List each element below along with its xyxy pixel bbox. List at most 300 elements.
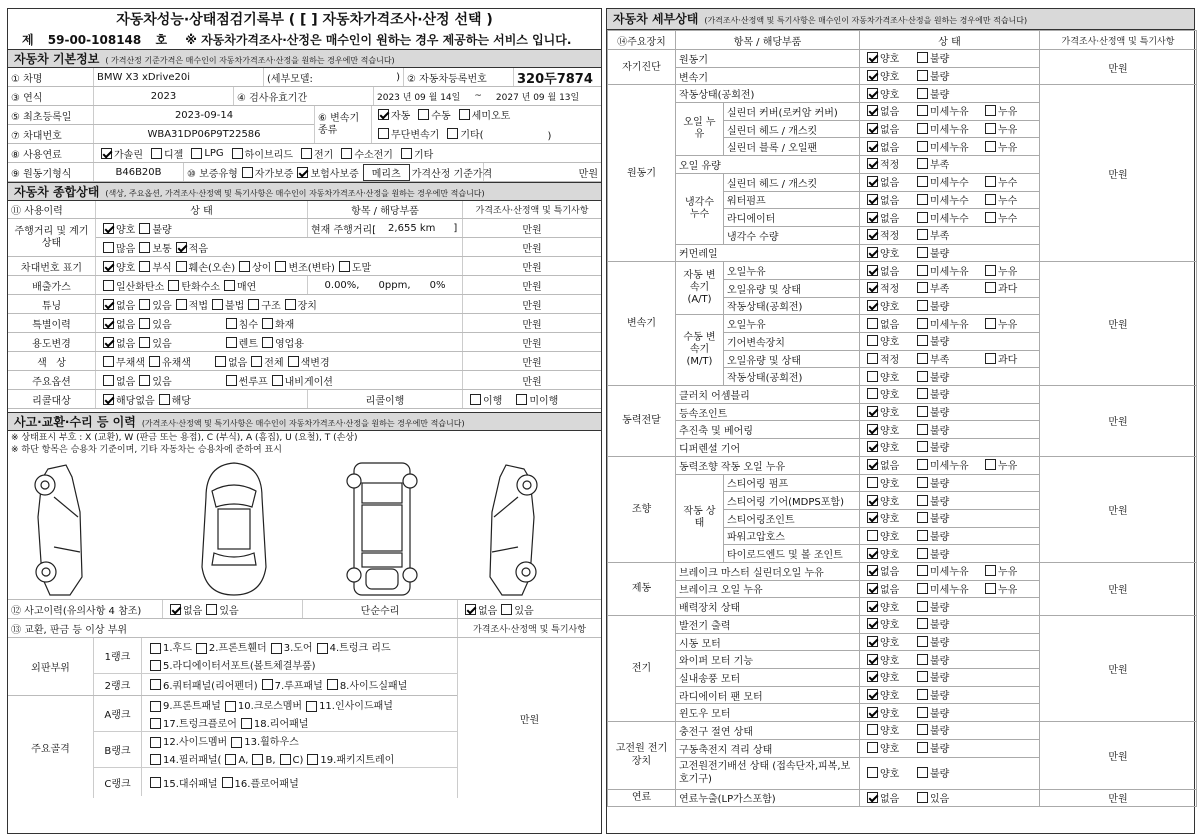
status-checkbox[interactable] bbox=[867, 441, 878, 452]
row-color bbox=[8, 352, 601, 371]
checkbox-rear-panel[interactable] bbox=[241, 718, 252, 729]
status-checkbox[interactable] bbox=[985, 212, 996, 223]
checkbox-front-fender[interactable] bbox=[196, 643, 207, 654]
vin-mark-damage: 훼손(오손) bbox=[188, 262, 236, 274]
status-checkbox[interactable] bbox=[867, 88, 878, 99]
status-checkbox[interactable] bbox=[985, 123, 996, 134]
status-option-label: 불량 bbox=[930, 390, 950, 402]
checkbox-mileage-low[interactable] bbox=[176, 242, 187, 253]
checkbox-trunk-lid[interactable] bbox=[317, 643, 328, 654]
status-option-label: 미세누수 bbox=[930, 195, 969, 207]
detail-status bbox=[860, 138, 1040, 156]
status-checkbox[interactable] bbox=[867, 212, 878, 223]
checkbox-accident-none[interactable] bbox=[170, 604, 181, 615]
detail-row bbox=[608, 616, 1197, 634]
status-checkbox[interactable] bbox=[985, 583, 996, 594]
status-checkbox[interactable] bbox=[867, 459, 878, 470]
status-option-label: 부족 bbox=[930, 231, 950, 243]
checkbox-floor-panel[interactable] bbox=[222, 777, 233, 788]
overall-h4: 가격조사·산정액 및 특기사항 bbox=[475, 206, 589, 216]
status-checkbox[interactable] bbox=[867, 495, 878, 506]
status-checkbox[interactable] bbox=[867, 512, 878, 523]
detail-status bbox=[860, 704, 1040, 722]
status-checkbox[interactable] bbox=[917, 335, 928, 346]
valid-tilde: ~ bbox=[474, 91, 482, 101]
checkbox-wheel-house[interactable] bbox=[231, 737, 242, 748]
checkbox-vin-damage[interactable] bbox=[176, 261, 187, 272]
checkbox-color-none[interactable] bbox=[215, 356, 226, 367]
status-checkbox[interactable] bbox=[867, 742, 878, 753]
rankA-label: A랭크 bbox=[94, 696, 142, 731]
status-option-label: 미세누유 bbox=[930, 125, 969, 137]
mileage-low: 적음 bbox=[188, 243, 208, 255]
checkbox-pillar-panel[interactable] bbox=[150, 754, 161, 765]
status-option-label: 누유 bbox=[998, 567, 1018, 579]
status-option-label: 과다 bbox=[998, 284, 1018, 296]
status-option-label: 누수 bbox=[998, 178, 1018, 190]
status-option-label: 불량 bbox=[930, 478, 950, 490]
status-checkbox[interactable] bbox=[867, 318, 878, 329]
checkbox-special-yes[interactable] bbox=[139, 318, 150, 329]
status-checkbox[interactable] bbox=[867, 724, 878, 735]
status-checkbox[interactable] bbox=[917, 123, 928, 134]
part-quarter-panel: 6.쿼터패널(리어펜더) bbox=[163, 681, 258, 692]
status-option-label: 누유 bbox=[998, 461, 1018, 473]
checkbox-trans-auto[interactable] bbox=[378, 109, 389, 120]
status-option-label: 미세누유 bbox=[930, 107, 969, 119]
first-reg-label: ⑤ 최초등록일 bbox=[8, 106, 94, 124]
special-flood: 침수 bbox=[238, 319, 258, 331]
checkbox-mileage-many[interactable] bbox=[103, 242, 114, 253]
detail-status bbox=[860, 85, 1040, 103]
status-checkbox[interactable] bbox=[867, 70, 878, 81]
status-checkbox[interactable] bbox=[917, 618, 928, 629]
trans-close: ) bbox=[547, 130, 552, 142]
detail-item: 브레이크 오일 누유 bbox=[676, 580, 860, 598]
status-checkbox[interactable] bbox=[985, 282, 996, 293]
status-checkbox[interactable] bbox=[867, 300, 878, 311]
checkbox-tuning-legal[interactable] bbox=[176, 299, 187, 310]
detail-header-row bbox=[608, 31, 1197, 50]
checkbox-tuning-structure[interactable] bbox=[248, 299, 259, 310]
status-checkbox[interactable] bbox=[917, 424, 928, 435]
status-checkbox[interactable] bbox=[917, 176, 928, 187]
status-checkbox[interactable] bbox=[985, 265, 996, 276]
checkbox-side-member[interactable] bbox=[150, 737, 161, 748]
outer-panel-label: 외판부위 bbox=[8, 638, 94, 695]
status-option-label: 없음 bbox=[880, 793, 900, 805]
status-checkbox[interactable] bbox=[917, 495, 928, 506]
checkbox-mileage-good[interactable] bbox=[103, 223, 114, 234]
checkbox-vin-good[interactable] bbox=[103, 261, 114, 272]
status-checkbox[interactable] bbox=[917, 70, 928, 81]
status-checkbox[interactable] bbox=[917, 742, 928, 753]
tuning-device: 장치 bbox=[297, 300, 317, 312]
checkbox-fuel-lpg[interactable] bbox=[191, 148, 202, 159]
status-checkbox[interactable] bbox=[867, 618, 878, 629]
detail-item: 스티어링조인트 bbox=[724, 509, 860, 527]
status-option-label: 미세누유 bbox=[930, 567, 969, 579]
detail-status bbox=[860, 545, 1040, 563]
trans-label: ⑥ 변속기 종류 bbox=[314, 106, 372, 143]
first-reg-value: 2023-09-14 bbox=[174, 109, 234, 121]
checkbox-tuning-illegal[interactable] bbox=[212, 299, 223, 310]
rank1-label: 1랭크 bbox=[94, 638, 142, 673]
checkbox-color-full[interactable] bbox=[251, 356, 262, 367]
checkbox-radiator-support[interactable] bbox=[150, 660, 161, 671]
fuel-electric: 전기 bbox=[313, 149, 334, 161]
car-diagram-area bbox=[8, 457, 601, 600]
checkbox-roof-panel[interactable] bbox=[262, 679, 273, 690]
status-checkbox[interactable] bbox=[985, 194, 996, 205]
status-option-label: 적정 bbox=[880, 355, 900, 367]
status-checkbox[interactable] bbox=[917, 158, 928, 169]
status-checkbox[interactable] bbox=[867, 583, 878, 594]
recall-status: 리콜이행 bbox=[308, 390, 463, 408]
checkbox-pillar-c[interactable] bbox=[280, 754, 291, 765]
pillar-b: B, bbox=[265, 754, 276, 766]
overall-h2: 상 태 bbox=[96, 201, 308, 218]
checkbox-trunk-floor[interactable] bbox=[150, 718, 161, 729]
status-checkbox[interactable] bbox=[917, 88, 928, 99]
status-option-label: 불량 bbox=[930, 549, 950, 561]
status-checkbox[interactable] bbox=[985, 565, 996, 576]
status-checkbox[interactable] bbox=[917, 212, 928, 223]
checkbox-tuning-none[interactable] bbox=[103, 299, 114, 310]
checkbox-mileage-normal[interactable] bbox=[139, 242, 150, 253]
no-suffix: 호 bbox=[155, 33, 168, 47]
checkbox-accident-yes[interactable] bbox=[206, 604, 217, 615]
accident-title: 사고·교환·수리 등 이력 bbox=[14, 415, 136, 429]
detail-price-unit: 만원 bbox=[1040, 722, 1197, 789]
trans-other: 기타( bbox=[460, 129, 484, 141]
status-checkbox[interactable] bbox=[867, 388, 878, 399]
checkbox-cross-member[interactable] bbox=[225, 701, 236, 712]
checkbox-vin-rust[interactable] bbox=[139, 261, 150, 272]
emission-values: 0.00%, 0ppm, 0% bbox=[308, 276, 463, 294]
mileage-unit-2: 만원 bbox=[522, 243, 542, 255]
fuel-label: ⑧ 사용연료 bbox=[8, 144, 94, 162]
row-mileage bbox=[8, 219, 601, 257]
accident-header bbox=[8, 412, 601, 431]
checkbox-door[interactable] bbox=[271, 643, 282, 654]
status-checkbox[interactable] bbox=[985, 318, 996, 329]
checkbox-tuning-device[interactable] bbox=[285, 299, 296, 310]
detail-status bbox=[860, 262, 1040, 280]
status-option-label: 불량 bbox=[930, 638, 950, 650]
checkbox-option-sunroof[interactable] bbox=[226, 375, 237, 386]
status-option-label: 양호 bbox=[880, 337, 900, 349]
document-title: 자동차성능·상태점검기록부 ( [ ] 자동차가격조사·산정 선택 ) bbox=[116, 12, 493, 28]
status-checkbox[interactable] bbox=[917, 792, 928, 803]
status-checkbox[interactable] bbox=[917, 767, 928, 778]
detail-item: 동력조향 작동 오일 누유 bbox=[676, 456, 860, 474]
status-checkbox[interactable] bbox=[867, 424, 878, 435]
checkbox-option-yes[interactable] bbox=[139, 375, 150, 386]
detail-item: 기어변속장치 bbox=[724, 333, 860, 351]
car-right-side-diagram bbox=[490, 465, 537, 595]
status-checkbox[interactable] bbox=[917, 52, 928, 63]
status-checkbox[interactable] bbox=[917, 371, 928, 382]
status-checkbox[interactable] bbox=[917, 388, 928, 399]
status-option-label: 불량 bbox=[930, 769, 950, 780]
checkbox-fuel-gasoline[interactable] bbox=[101, 148, 112, 159]
status-checkbox[interactable] bbox=[867, 707, 878, 718]
status-checkbox[interactable] bbox=[917, 530, 928, 541]
status-checkbox[interactable] bbox=[917, 300, 928, 311]
status-checkbox[interactable] bbox=[867, 105, 878, 116]
checkbox-hood[interactable] bbox=[150, 643, 161, 654]
checkbox-usage-none[interactable] bbox=[103, 337, 114, 348]
status-checkbox[interactable] bbox=[867, 792, 878, 803]
status-checkbox[interactable] bbox=[917, 441, 928, 452]
status-option-label: 불량 bbox=[930, 514, 950, 526]
status-checkbox[interactable] bbox=[917, 654, 928, 665]
status-checkbox[interactable] bbox=[917, 353, 928, 364]
part-package-tray: 19.패키지트레이 bbox=[320, 754, 395, 766]
checkbox-simple-none[interactable] bbox=[465, 604, 476, 615]
checkbox-simple-yes[interactable] bbox=[501, 604, 512, 615]
status-checkbox[interactable] bbox=[867, 123, 878, 134]
status-checkbox[interactable] bbox=[867, 477, 878, 488]
status-checkbox[interactable] bbox=[867, 141, 878, 152]
checkbox-co[interactable] bbox=[103, 280, 114, 291]
emission-label: 배출가스 bbox=[8, 276, 96, 294]
emission-smoke: 매연 bbox=[236, 281, 257, 293]
status-option-label: 양호 bbox=[880, 620, 900, 632]
fuel-diesel: 디젤 bbox=[163, 149, 184, 161]
checkbox-warranty-self[interactable] bbox=[242, 167, 253, 178]
checkbox-pillar-a[interactable] bbox=[225, 754, 236, 765]
checkbox-smoke[interactable] bbox=[224, 280, 235, 291]
detail-status bbox=[860, 103, 1040, 121]
status-checkbox[interactable] bbox=[867, 654, 878, 665]
detail-status bbox=[860, 191, 1040, 209]
status-checkbox[interactable] bbox=[867, 689, 878, 700]
insurer-name: 메리츠 bbox=[363, 164, 410, 181]
emission-unit: 만원 bbox=[522, 281, 542, 293]
status-checkbox[interactable] bbox=[917, 105, 928, 116]
status-checkbox[interactable] bbox=[867, 353, 878, 364]
detail-status bbox=[860, 244, 1040, 262]
status-checkbox[interactable] bbox=[867, 565, 878, 576]
checkbox-trans-semi[interactable] bbox=[459, 109, 470, 120]
exchange-price-label: 가격조사·산정액 및 특기사항 bbox=[473, 624, 586, 635]
detail-status bbox=[860, 474, 1040, 492]
status-option-label: 불량 bbox=[930, 602, 950, 614]
checkbox-color-chromatic[interactable] bbox=[149, 356, 160, 367]
detail-item: 고전원전기배선 상태 (접속단자,피복,보호기구) bbox=[676, 757, 860, 789]
year-value: 2023 bbox=[94, 87, 234, 105]
checkbox-special-flood[interactable] bbox=[226, 318, 237, 329]
status-checkbox[interactable] bbox=[867, 282, 878, 293]
checkbox-vin-diff[interactable] bbox=[239, 261, 250, 272]
checkbox-option-navi[interactable] bbox=[272, 375, 283, 386]
checkbox-vin-altered[interactable] bbox=[275, 261, 286, 272]
status-option-label: 미세누유 bbox=[930, 142, 969, 154]
checkbox-package-tray[interactable] bbox=[307, 754, 318, 765]
detail-h3: 상 태 bbox=[860, 31, 1040, 50]
checkbox-pillar-b[interactable] bbox=[252, 754, 263, 765]
checkbox-mileage-bad[interactable] bbox=[139, 223, 150, 234]
checkbox-special-fire[interactable] bbox=[262, 318, 273, 329]
status-checkbox[interactable] bbox=[867, 530, 878, 541]
detail-price-unit: 만원 bbox=[1040, 50, 1197, 85]
checkbox-quarter-panel[interactable] bbox=[150, 679, 161, 690]
checkbox-usage-rent[interactable] bbox=[226, 337, 237, 348]
checkbox-dash-panel[interactable] bbox=[150, 777, 161, 788]
detail-item: 시동 모터 bbox=[676, 633, 860, 651]
detail-status bbox=[860, 651, 1040, 669]
checkbox-trans-other[interactable] bbox=[447, 128, 458, 139]
row-first-reg bbox=[8, 106, 601, 144]
status-option-label: 양호 bbox=[880, 673, 900, 685]
checkbox-vin-smear[interactable] bbox=[339, 261, 350, 272]
checkbox-recall-applicable[interactable] bbox=[159, 394, 170, 405]
status-checkbox[interactable] bbox=[985, 459, 996, 470]
checkbox-recall-notdone[interactable] bbox=[516, 394, 527, 405]
price-label: 가격산정 기준가격 bbox=[411, 168, 493, 180]
status-checkbox[interactable] bbox=[867, 158, 878, 169]
status-checkbox[interactable] bbox=[917, 459, 928, 470]
status-checkbox[interactable] bbox=[867, 601, 878, 612]
status-checkbox[interactable] bbox=[917, 707, 928, 718]
checkbox-recall-done[interactable] bbox=[470, 394, 481, 405]
car-name-label: ① 차명 bbox=[8, 68, 94, 86]
status-checkbox[interactable] bbox=[917, 548, 928, 559]
checkbox-hc[interactable] bbox=[168, 280, 179, 291]
checkbox-recall-na[interactable] bbox=[103, 394, 114, 405]
status-checkbox[interactable] bbox=[917, 583, 928, 594]
fuel-gasoline: 가솔린 bbox=[114, 149, 143, 161]
detail-subcategory: 자동 변속기 (A/T) bbox=[676, 262, 724, 315]
status-checkbox[interactable] bbox=[917, 194, 928, 205]
checkbox-front-panel[interactable] bbox=[150, 701, 161, 712]
part-radiator-support: 5.라디에이터서포트(볼트체결부품) bbox=[163, 660, 316, 672]
checkbox-warranty-insurance[interactable] bbox=[297, 167, 308, 178]
row-usage bbox=[8, 333, 601, 352]
checkbox-color-achromatic[interactable] bbox=[103, 356, 114, 367]
status-checkbox[interactable] bbox=[867, 671, 878, 682]
status-checkbox[interactable] bbox=[867, 767, 878, 778]
checkbox-side-sill[interactable] bbox=[327, 679, 338, 690]
status-checkbox[interactable] bbox=[867, 636, 878, 647]
status-option-label: 양호 bbox=[880, 726, 900, 738]
checkbox-usage-business[interactable] bbox=[262, 337, 273, 348]
status-option-label: 누유 bbox=[998, 142, 1018, 154]
status-checkbox[interactable] bbox=[917, 636, 928, 647]
status-option-label: 양호 bbox=[880, 496, 900, 508]
detail-row bbox=[608, 50, 1197, 68]
tuning-unit: 만원 bbox=[522, 300, 542, 312]
part-door: 3.도어 bbox=[283, 643, 313, 655]
vin-mark-good: 양호 bbox=[116, 262, 136, 274]
detail-item: 작동상태(공회전) bbox=[724, 297, 860, 315]
status-option-label: 불량 bbox=[930, 531, 950, 543]
checkbox-fuel-hybrid[interactable] bbox=[232, 148, 243, 159]
status-option-label: 양호 bbox=[880, 443, 900, 455]
overall-col-header bbox=[8, 201, 601, 219]
vin-mark-altered: 변조(변타) bbox=[288, 262, 335, 274]
checkbox-fuel-other[interactable] bbox=[401, 148, 412, 159]
detail-category: 연료 bbox=[608, 789, 676, 807]
usage-unit: 만원 bbox=[522, 338, 542, 350]
status-checkbox[interactable] bbox=[917, 512, 928, 523]
status-checkbox[interactable] bbox=[917, 601, 928, 612]
status-checkbox[interactable] bbox=[867, 371, 878, 382]
detail-status bbox=[860, 562, 1040, 580]
status-checkbox[interactable] bbox=[867, 229, 878, 240]
recall-done: 이행 bbox=[483, 395, 503, 407]
checkbox-inside-panel[interactable] bbox=[306, 701, 317, 712]
status-checkbox[interactable] bbox=[917, 689, 928, 700]
status-option-label: 적정 bbox=[880, 231, 900, 243]
checkbox-trans-cvt[interactable] bbox=[378, 128, 389, 139]
checkbox-fuel-hydrogen[interactable] bbox=[341, 148, 352, 159]
document-number: 59-00-108148 bbox=[47, 33, 142, 47]
status-checkbox[interactable] bbox=[867, 335, 878, 346]
detail-price-unit: 만원 bbox=[1040, 562, 1197, 615]
status-checkbox[interactable] bbox=[917, 318, 928, 329]
checkbox-usage-yes[interactable] bbox=[139, 337, 150, 348]
checkbox-color-change[interactable] bbox=[288, 356, 299, 367]
status-checkbox[interactable] bbox=[917, 141, 928, 152]
status-checkbox[interactable] bbox=[917, 282, 928, 293]
color-none: 없음 bbox=[227, 357, 248, 369]
status-checkbox[interactable] bbox=[917, 565, 928, 576]
status-option-label: 양호 bbox=[880, 372, 900, 384]
checkbox-fuel-diesel[interactable] bbox=[151, 148, 162, 159]
status-checkbox[interactable] bbox=[985, 105, 996, 116]
status-checkbox[interactable] bbox=[867, 194, 878, 205]
status-checkbox[interactable] bbox=[985, 176, 996, 187]
status-checkbox[interactable] bbox=[917, 265, 928, 276]
status-checkbox[interactable] bbox=[985, 353, 996, 364]
status-checkbox[interactable] bbox=[867, 265, 878, 276]
status-checkbox[interactable] bbox=[917, 724, 928, 735]
status-checkbox[interactable] bbox=[917, 477, 928, 488]
recall-label: 리콜대상 bbox=[8, 390, 96, 408]
reg-label: ② 자동차등록번호 bbox=[404, 68, 514, 86]
status-checkbox[interactable] bbox=[867, 406, 878, 417]
detail-category: 원동기 bbox=[608, 85, 676, 262]
checkbox-tuning-yes[interactable] bbox=[139, 299, 150, 310]
checkbox-option-none[interactable] bbox=[103, 375, 114, 386]
checkbox-trans-manual[interactable] bbox=[418, 109, 429, 120]
status-option-label: 없음 bbox=[880, 195, 900, 207]
status-checkbox[interactable] bbox=[917, 229, 928, 240]
status-checkbox[interactable] bbox=[867, 247, 878, 258]
mileage-label: 주행거리 및 계기상태 bbox=[8, 219, 96, 256]
status-checkbox[interactable] bbox=[917, 247, 928, 258]
detail-header bbox=[607, 9, 1194, 30]
checkbox-fuel-electric[interactable] bbox=[301, 148, 312, 159]
status-option-label: 불량 bbox=[930, 726, 950, 738]
status-checkbox[interactable] bbox=[867, 52, 878, 63]
status-option-label: 양호 bbox=[880, 301, 900, 313]
trans-manual: 수동 bbox=[431, 111, 451, 123]
car-name-value: BMW X3 xDrive20i bbox=[94, 68, 264, 86]
status-checkbox[interactable] bbox=[917, 671, 928, 682]
status-checkbox[interactable] bbox=[867, 176, 878, 187]
checkbox-special-none[interactable] bbox=[103, 318, 114, 329]
status-checkbox[interactable] bbox=[867, 548, 878, 559]
warranty-insurance: 보험사보증 bbox=[310, 168, 359, 180]
status-checkbox[interactable] bbox=[985, 141, 996, 152]
reg-number: 320두7874 bbox=[517, 71, 593, 87]
status-checkbox[interactable] bbox=[917, 406, 928, 417]
recall-notdone: 미이행 bbox=[529, 395, 559, 407]
